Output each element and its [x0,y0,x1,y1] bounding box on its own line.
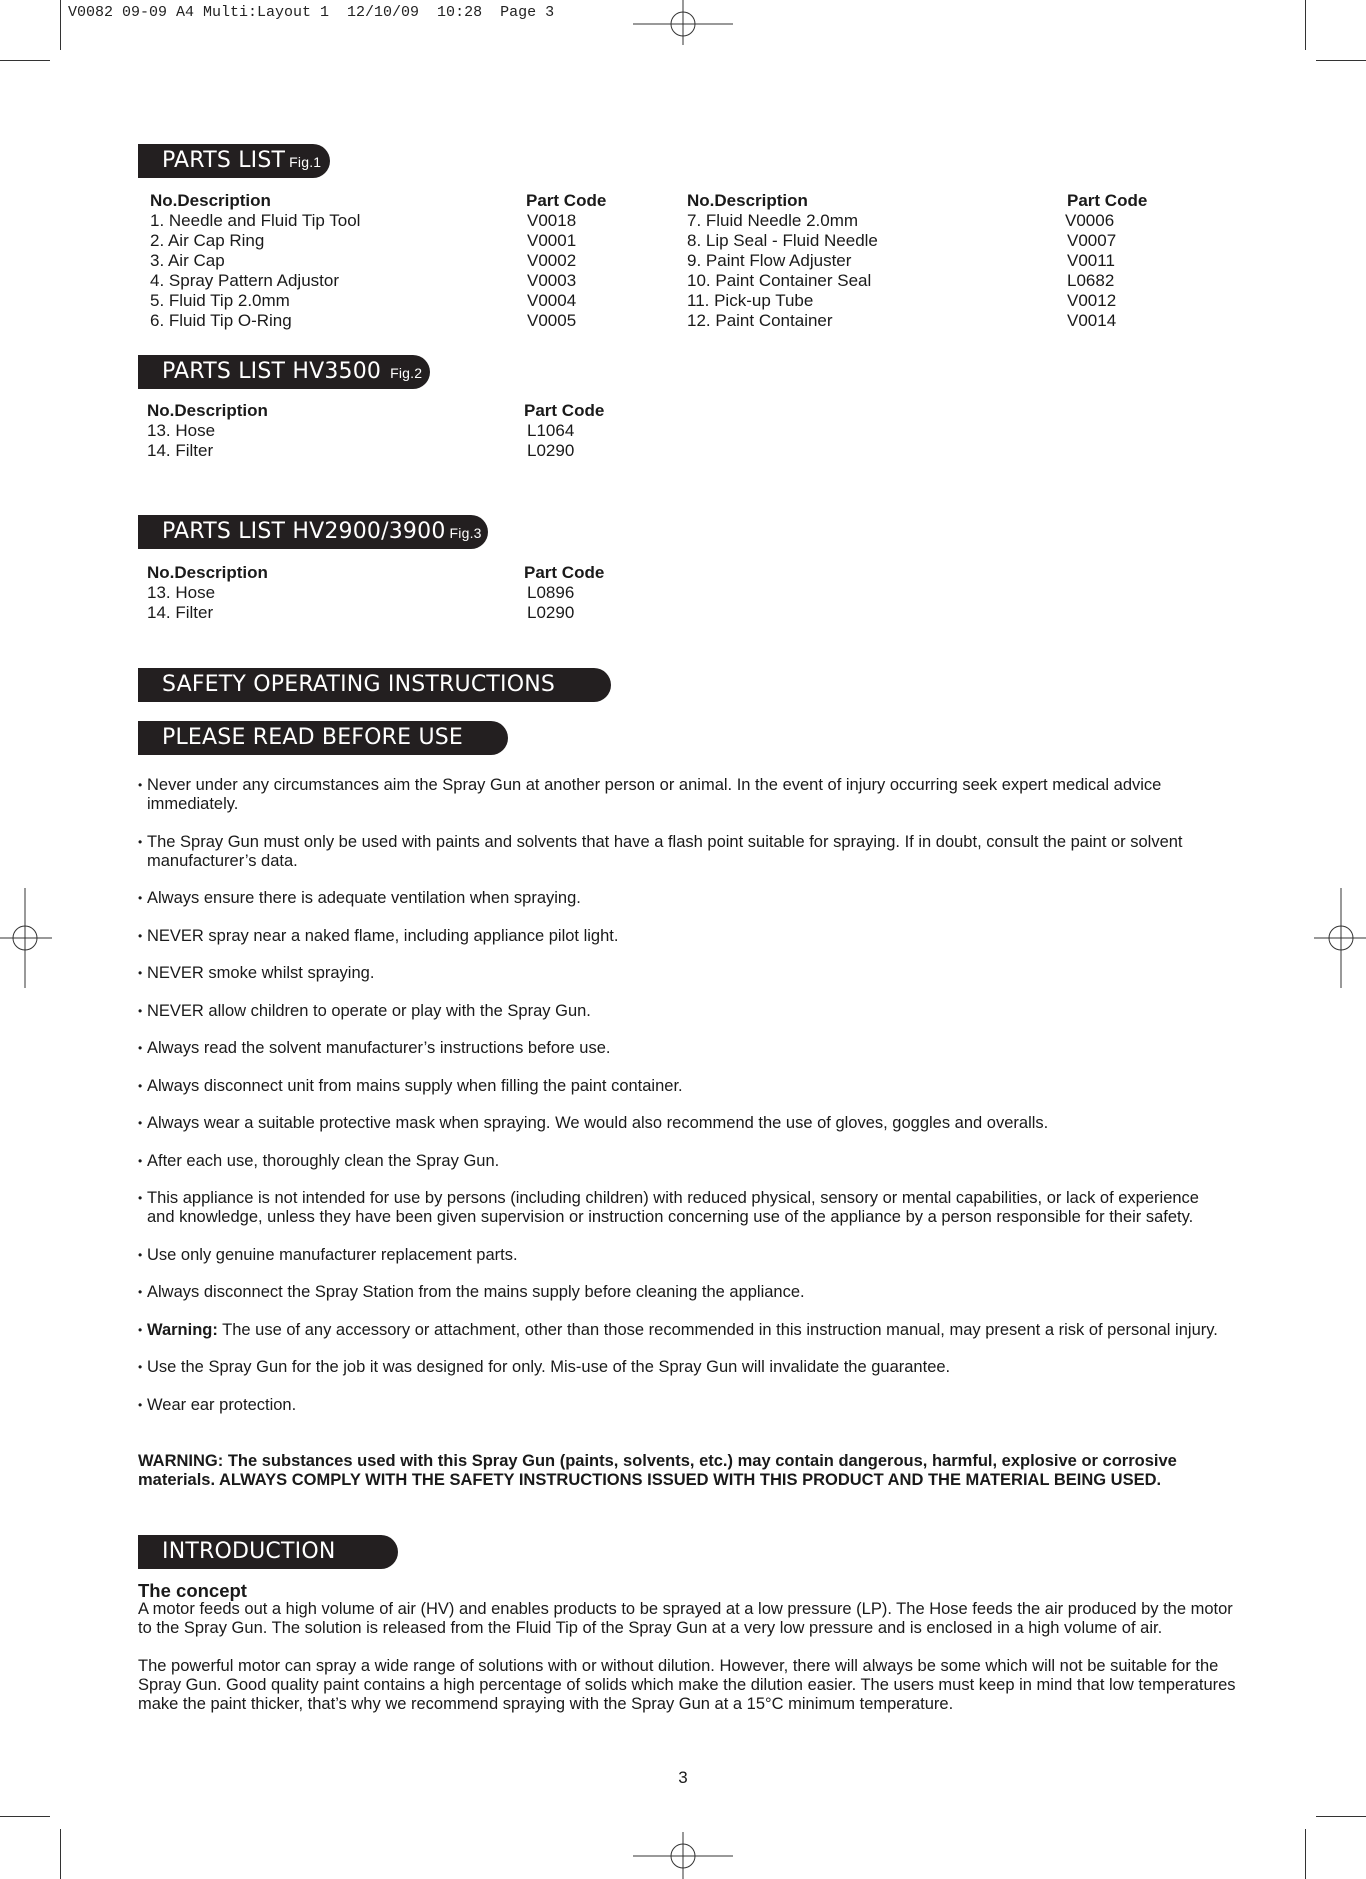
part-code: L0896 [527,583,575,602]
table-row [148,271,1148,291]
desc-header: No.Description [147,563,268,582]
crop-mark [1305,1829,1306,1879]
figure-ref: Fig.3 [449,525,482,541]
list-item [138,1246,1228,1265]
part-description: 2. Air Cap Ring [150,231,265,250]
part-code: V0001 [527,231,577,250]
parts-list-fig3-heading [138,515,488,549]
crop-mark [1316,1816,1366,1817]
rule-text: Always wear a suitable protective mask when spraying. We would also recommend the use of gloves, goggles and overalls. [147,1114,1049,1132]
heading-title: PARTS LIST [162,148,286,173]
bullet-icon: • [138,1397,143,1412]
crop-mark [60,1829,61,1879]
registration-mark-icon [633,0,733,45]
code-header: Part Code [524,563,605,582]
part-code: V0007 [1067,231,1117,250]
part-code: V0006 [1065,211,1115,230]
part-description: 14. Filter [147,441,214,460]
bullet-icon: • [138,928,143,943]
crop-mark [0,60,50,61]
bullet-icon: • [138,1153,143,1168]
rule-text: After each use, thoroughly clean the Spray Gun. [147,1151,500,1170]
rule-text: This appliance is not intended for use by persons (including children) with reduced physical, sensory or mental capabilities, or lack of experience and knowledge, unless they have been given supervision or instruction concerning use of the appliance by a person responsible for their safety. [147,1189,1199,1226]
print-slug: V0082 09-09 A4 Multi:Layout 1 12/10/09 10:28 Page 3 [68,4,555,21]
crop-mark [0,1816,50,1817]
part-code: L0290 [527,603,575,622]
part-description: 9. Paint Flow Adjuster [687,251,852,270]
heading-title: PARTS LIST HV2900/3900 [162,519,446,544]
rule-text: Never under any circumstances aim the Spray Gun at another person or animal. In the event of injury occurring seek expert medical advice immediately. [147,776,1162,813]
parts-table-fig3 [146,563,646,623]
list-item [138,889,1228,908]
figure-ref: Fig.2 [390,365,423,381]
rule-text: Wear ear protection. [147,1395,297,1414]
crop-mark [1316,60,1366,61]
part-description: 5. Fluid Tip 2.0mm [150,291,290,310]
parts-list-fig1-heading [138,144,330,178]
read-before-use-heading: PLEASE READ BEFORE USE [138,721,508,755]
list-item [138,964,1228,983]
bullet-icon: • [138,1322,143,1337]
part-description: 7. Fluid Needle 2.0mm [687,211,859,230]
part-description: 13. Hose [147,583,216,602]
code-header: Part Code [1067,191,1148,210]
list-item [138,927,1228,946]
warning-label: Warning: [147,1320,218,1339]
part-code: L0290 [527,441,575,460]
registration-mark-icon [633,1832,733,1879]
bullet-icon: • [138,778,143,792]
part-description: 10. Paint Container Seal [687,271,872,290]
rule-text: NEVER allow children to operate or play with the Spray Gun. [147,1001,591,1020]
rule-text: Use the Spray Gun for the job it was designed for only. Mis-use of the Spray Gun will invalidate the guarantee. [147,1358,951,1376]
table-row [148,311,1148,331]
rule-text: Always read the solvent manufacturer’s instructions before use. [147,1039,611,1057]
concept-heading: The concept [138,1580,247,1601]
parts-table-fig2 [146,401,646,461]
parts-table-fig1 [148,191,1148,331]
table-row [148,211,1148,231]
list-item [138,833,1228,871]
list-item [138,776,1228,814]
intro-paragraph: A motor feeds out a high volume of air (HV) and enables products to be sprayed at a low pressure (LP). The Hose feeds the air produced by the motor to the Spray Gun. The solution is released from the Fluid Tip of the Spray Gun at a very low pressure and is enclosed in a high volume of air. [138,1600,1233,1637]
safety-rules-list [138,776,1228,1433]
rule-text: Use only genuine manufacturer replacement parts. [147,1245,518,1264]
part-code: V0004 [527,291,577,310]
bullet-icon: • [138,1360,143,1374]
rule-text: Always disconnect the Spray Station from the mains supply before cleaning the appliance. [147,1283,805,1301]
page-number: 3 [678,1768,688,1787]
list-item [138,1002,1228,1021]
table-row [146,583,646,603]
registration-mark-icon [0,888,52,988]
part-description: 12. Paint Container [687,311,833,330]
rule-text: NEVER smoke whilst spraying. [147,964,375,982]
table-row [148,251,1148,271]
heading-title: PARTS LIST HV3500 [162,359,382,384]
list-item [138,1321,1228,1340]
part-code: V0012 [1067,291,1117,310]
part-description: 3. Air Cap [150,251,225,270]
list-item [138,1358,1228,1377]
rule-text: Always ensure there is adequate ventilation when spraying. [147,889,581,907]
part-code: V0018 [527,211,577,230]
bullet-icon: • [138,1247,143,1262]
table-row [146,441,646,461]
crop-mark [60,0,61,50]
list-item [138,1283,1228,1302]
part-code: V0003 [527,271,577,290]
safety-heading: SAFETY OPERATING INSTRUCTIONS [138,668,611,702]
crop-mark [1305,0,1306,50]
list-item [138,1396,1228,1415]
registration-mark-icon [1314,888,1366,988]
desc-header: No.Description [687,191,808,210]
parts-list-fig2-heading [138,355,430,389]
bullet-icon: • [138,891,143,905]
intro-paragraph: The powerful motor can spray a wide range of solutions with or without dilution. However, there will always be some which will not be suitable for the Spray Gun. Good quality paint contains a high percentage of solids which make the dilution easier. The users must keep in mind that low temperatures make the paint thicker, that’s why we recommend spraying with the Spray Gun at a 15°C minimum temperature. [138,1657,1236,1713]
part-code: V0005 [527,311,577,330]
part-description: 6. Fluid Tip O-Ring [150,311,292,330]
list-item [138,1039,1228,1058]
desc-header: No.Description [150,191,271,210]
bullet-icon: • [138,1078,143,1093]
figure-ref: Fig.1 [289,154,322,170]
part-code: L0682 [1067,271,1115,290]
part-description: 14. Filter [147,603,214,622]
rule-text: Always disconnect unit from mains supply when filling the paint container. [147,1076,683,1095]
code-header: Part Code [526,191,607,210]
part-code: V0002 [527,251,577,270]
list-item [138,1152,1228,1171]
bullet-icon: • [138,966,143,980]
rule-text: The use of any accessory or attachment, other than those recommended in this instruction manual, may present a risk of personal injury. [217,1320,1218,1339]
list-item [138,1077,1228,1096]
part-description: 4. Spray Pattern Adjustor [150,271,339,290]
list-item [138,1114,1228,1133]
part-code: V0014 [1067,311,1117,330]
table-row [148,231,1148,251]
table-header [146,401,646,421]
bullet-icon: • [138,1191,143,1205]
part-description: 1. Needle and Fluid Tip Tool [150,211,361,230]
bullet-icon: • [138,1116,143,1130]
list-item [138,1189,1228,1227]
bullet-icon: • [138,1003,143,1018]
part-description: 13. Hose [147,421,216,440]
substances-warning: WARNING: The substances used with this Spray Gun (paints, solvents, etc.) may contain dangerous, harmful, explosive or corrosive materials. ALWAYS COMPLY WITH THE SAFETY INSTRUCTIONS ISSUED WITH THIS PRODUCT AND THE MATERIAL BEING USED. [138,1452,1177,1489]
part-description: 8. Lip Seal - Fluid Needle [687,231,878,250]
bullet-icon: • [138,1285,143,1299]
rule-text: The Spray Gun must only be used with paints and solvents that have a flash point suitable for spraying. If in doubt, consult the paint or solvent manufacturer’s data. [147,832,1183,870]
table-row [146,603,646,623]
part-description: 11. Pick-up Tube [687,291,814,310]
table-header [146,563,646,583]
bullet-icon: • [138,834,143,849]
table-row [146,421,646,441]
table-row [148,291,1148,311]
part-code: V0011 [1067,251,1115,270]
bullet-icon: • [138,1041,143,1055]
part-code: L1064 [527,421,575,440]
code-header: Part Code [524,401,605,420]
introduction-heading: INTRODUCTION [138,1535,398,1569]
desc-header: No.Description [147,401,268,420]
table-header [148,191,1148,211]
rule-text: NEVER spray near a naked flame, including appliance pilot light. [147,926,619,945]
